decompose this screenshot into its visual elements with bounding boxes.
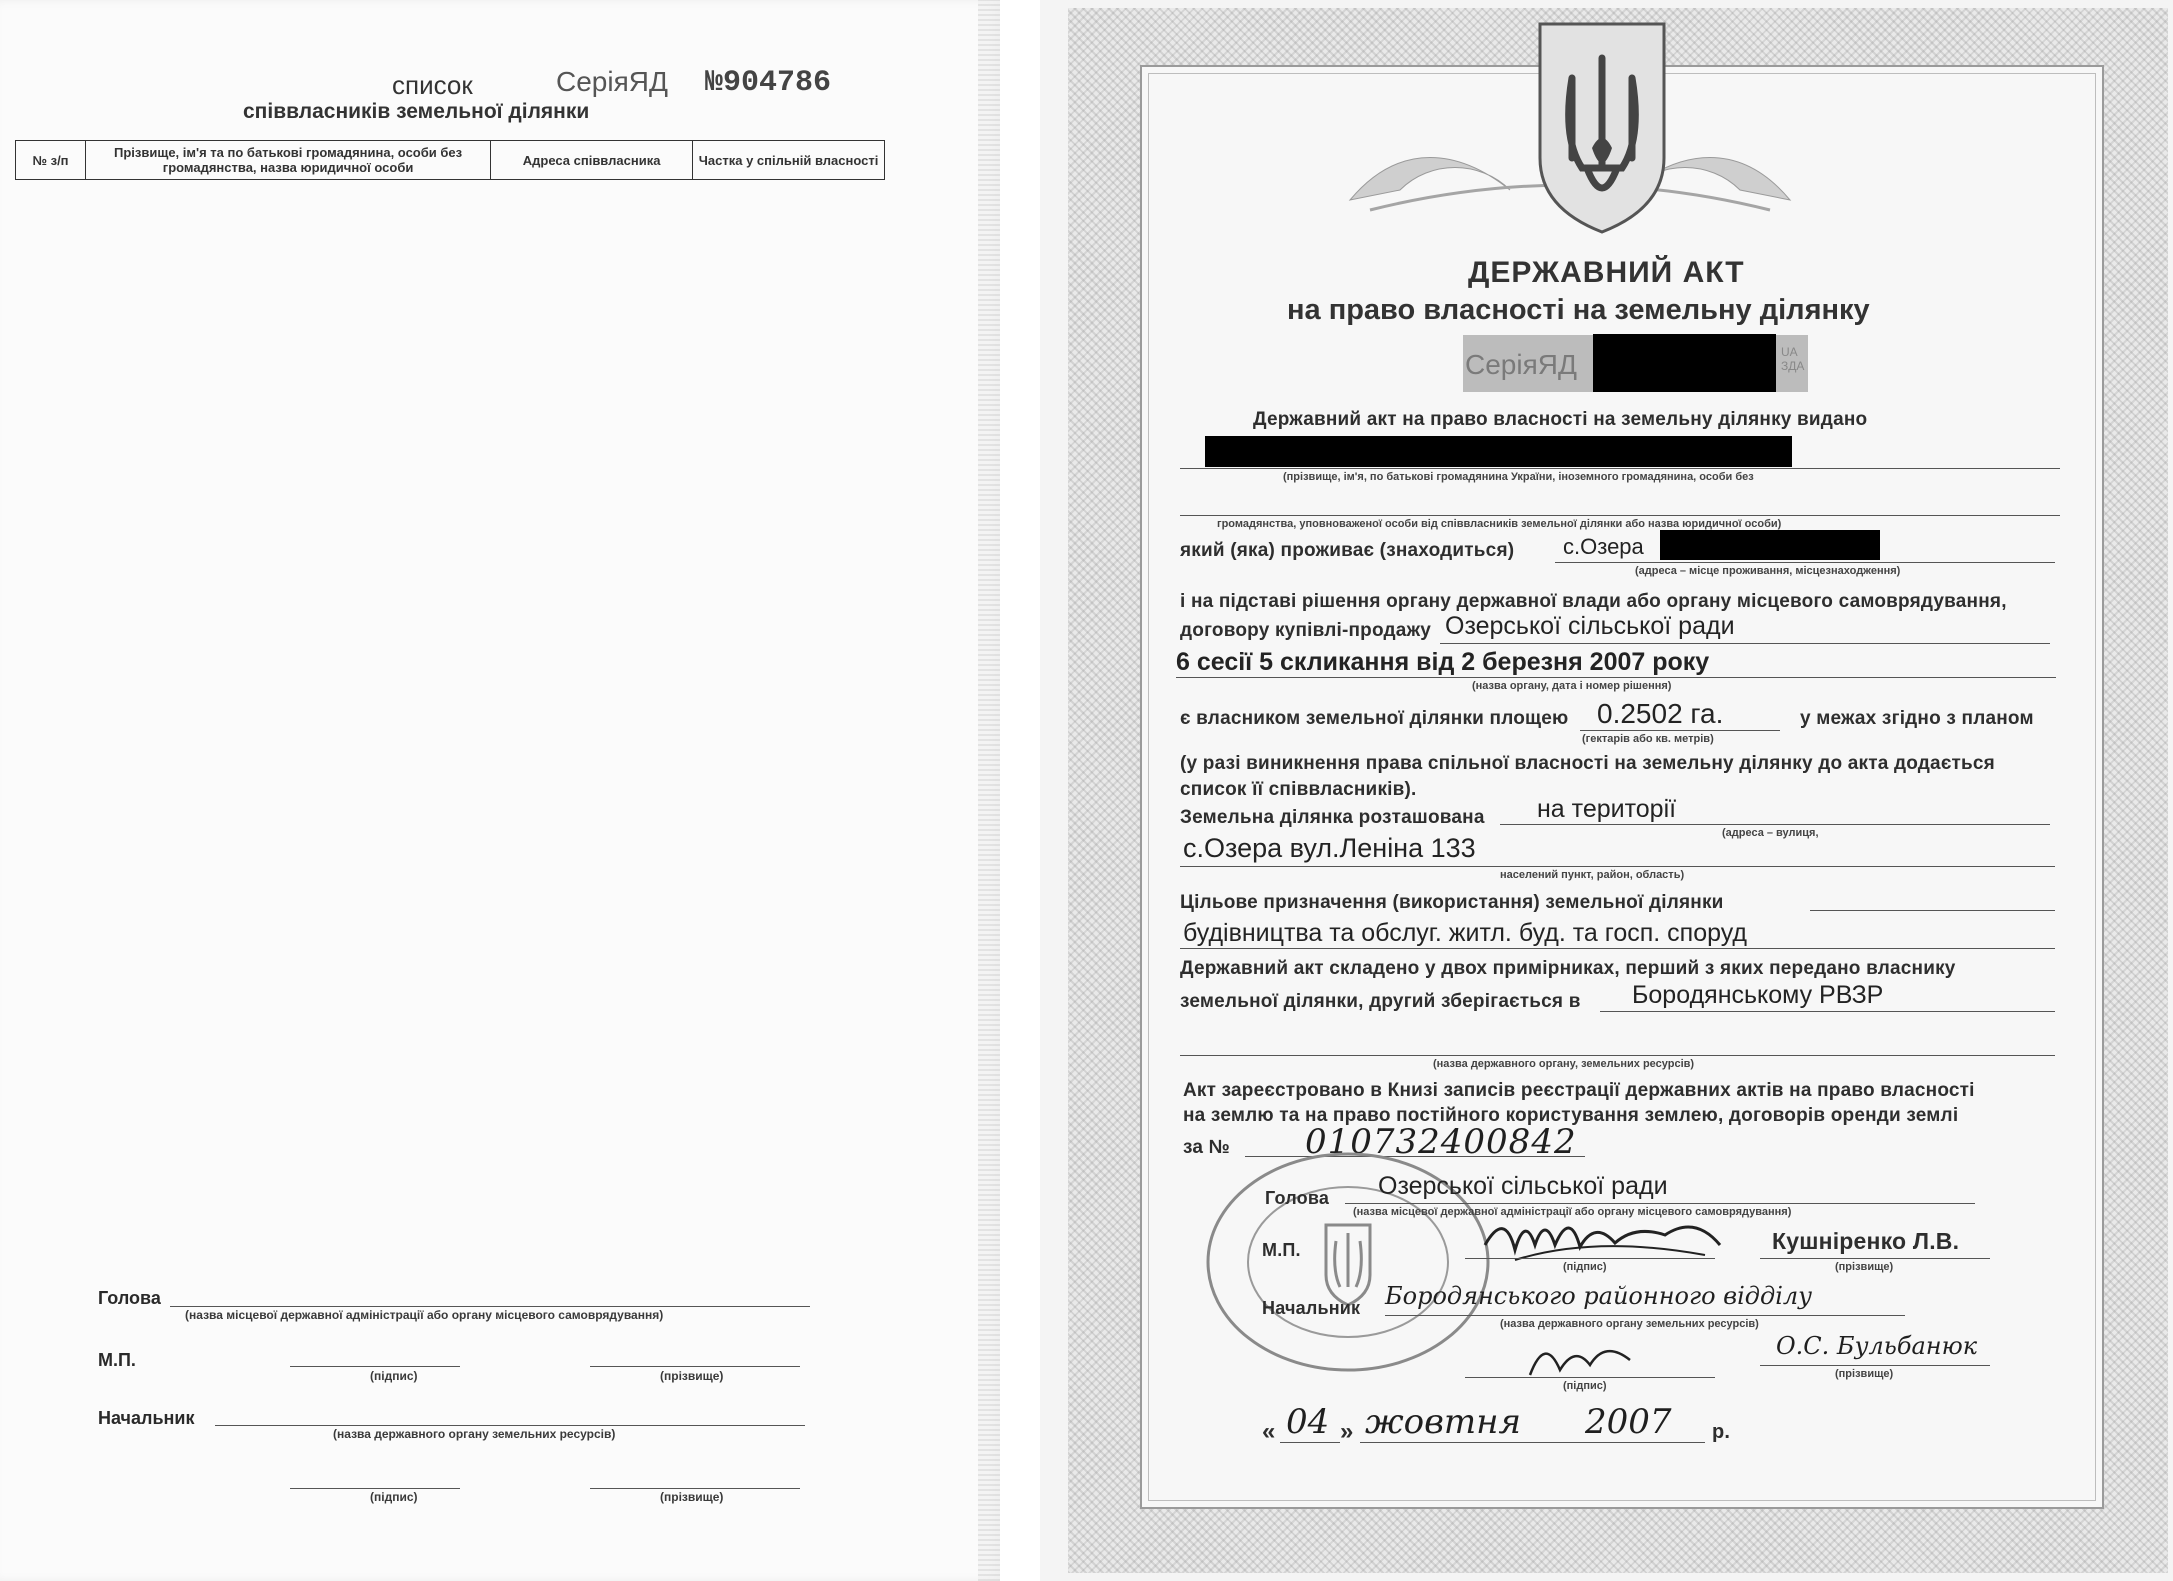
page-gap [1000,0,1040,1581]
location-value-1: на території [1537,795,1677,823]
act-subtitle: на право власності на земельну ділянку [1287,294,1870,326]
left-page [0,0,1000,1581]
table-header-cell: № з/п [16,141,86,180]
date-year: 2007 [1585,1402,1672,1442]
right-surname-caption: (прізвище) [1835,1261,1894,1273]
right-head-label: Голова [1265,1188,1330,1208]
location-value-2: с.Озера вул.Леніна 133 [1183,833,1476,863]
registry-number: 010732400842 [1305,1122,1577,1162]
copies-value: Бородянському РВЗР [1632,981,1884,1009]
left-chief-label: Начальник [98,1408,195,1428]
area-value: 0.2502 га. [1597,698,1724,729]
trident-emblem-icon [1532,18,1672,238]
series-suffix: UA ЗДА [1781,345,1805,373]
owner-redaction [1205,436,1792,467]
residence-label: який (яка) проживає (знаходиться) [1180,540,1515,561]
residence-redaction [1660,530,1880,560]
registry-label: за № [1183,1137,1231,1158]
list-subtitle: співвласників земельної ділянки [243,100,590,123]
list-number: №904786 [705,66,832,100]
location-caption-2: населений пункт, район, область) [1500,869,1685,881]
left-signature-caption: (підпис) [370,1369,418,1383]
decision-value-2: 6 сесії 5 скликання від 2 березня 2007 року [1176,648,1710,676]
issued-text: Державний акт на право власності на земельну ділянку видано [1253,409,1868,430]
chief-surname: О.С. Бульбанюк [1776,1332,1978,1360]
joint-text-2: список її співвласників). [1180,779,1417,800]
right-stamp-label: М.П. [1262,1240,1301,1260]
list-title: список [392,70,473,100]
owner-caption-1: (прізвище, ім'я, по батькові громадянина України, іноземного громадянина, особи без [1283,471,1754,483]
left-surname-caption-2: (прізвище) [660,1490,724,1504]
contract-label: договору купівлі-продажу [1180,620,1432,641]
registry-text-2: на землю та на право постійного користування землею, договорів оренди землі [1183,1105,1959,1126]
right-head-value: Озерської сільської ради [1378,1172,1668,1200]
list-series: СеріяЯД [556,66,668,97]
right-chief-caption: (назва державного органу земельних ресурсів) [1500,1318,1759,1330]
registry-text-1: Акт зареєстровано в Книзі записів реєстрації державних актів на право власності [1183,1080,1975,1101]
table-header-cell: Прізвище, ім'я та по батькові громадянина, особи без громадянства, назва юридичної особи [86,141,491,180]
left-surname-caption: (прізвище) [660,1369,724,1383]
series-redaction [1593,334,1776,392]
head-surname: Кушніренко Л.В. [1772,1228,1960,1254]
series-label: СеріяЯД [1465,349,1577,380]
date-month: жовтня [1365,1402,1522,1442]
owner-area-label: є власником земельної ділянки площею [1180,708,1569,729]
date-open: « [1262,1418,1276,1445]
copies-text-1: Державний акт складено у двох примірниках, перший з яких передано власнику [1180,958,1956,979]
date-suffix: р. [1712,1421,1731,1443]
co-owners-table [15,140,885,180]
left-head-caption: (назва місцевої державної адміністрації або органу місцевого самоврядування) [185,1308,664,1322]
left-chief-caption: (назва державного органу земельних ресурсів) [333,1427,616,1441]
location-caption-1: (адреса – вулиця, [1722,827,1819,839]
owner-caption-2: громадянства, уповноваженої особи від співвласників земельної ділянки або назва юридичної особи) [1217,518,1782,530]
residence-value: с.Озера [1563,534,1644,559]
residence-caption: (адреса – місце проживання, місцезнаходження) [1635,565,1901,577]
copies-caption: (назва державного органу, земельних ресурсів) [1433,1058,1695,1070]
basis-text: і на підставі рішення органу державної влади або органу місцевого самоврядування, [1180,591,2007,612]
copies-text-2: земельної ділянки, другий зберігається в [1180,991,1581,1012]
table-header-cell: Частка у спільній власності [693,141,885,180]
right-signature-caption-2: (підпис) [1563,1380,1607,1392]
right-chief-value: Бородянського районного відділу [1385,1282,1813,1310]
location-label: Земельна ділянка розташована [1180,807,1485,828]
purpose-label: Цільове призначення (використання) земельної ділянки [1180,892,1724,913]
left-stamp-label: М.П. [98,1350,136,1370]
right-chief-label: Начальник [1262,1298,1361,1318]
table-header-cell: Адреса співвласника [491,141,693,180]
area-caption: (гектарів або кв. метрів) [1582,733,1714,745]
plan-text: у межах згідно з планом [1800,708,2034,729]
table-header-row [16,141,885,180]
left-head-label: Голова [98,1288,161,1308]
date-day: 04 [1286,1402,1330,1442]
right-signature-caption: (підпис) [1563,1261,1607,1273]
act-title: ДЕРЖАВНИЙ АКТ [1468,256,1745,289]
decision-caption: (назва органу, дата і номер рішення) [1472,680,1672,692]
date-close: » [1340,1418,1354,1445]
right-surname-caption-2: (прізвище) [1835,1368,1894,1380]
joint-text-1: (у разі виникнення права спільної власності на земельну ділянку до акта додається [1180,753,1995,774]
purpose-value: будівництва та обслуг. житл. буд. та госп. споруд [1183,919,1747,947]
left-signature-caption-2: (підпис) [370,1490,418,1504]
decision-value-1: Озерської сільської ради [1445,612,1735,640]
right-head-caption: (назва місцевої державної адміністрації або органу місцевого самоврядування) [1353,1206,1792,1218]
